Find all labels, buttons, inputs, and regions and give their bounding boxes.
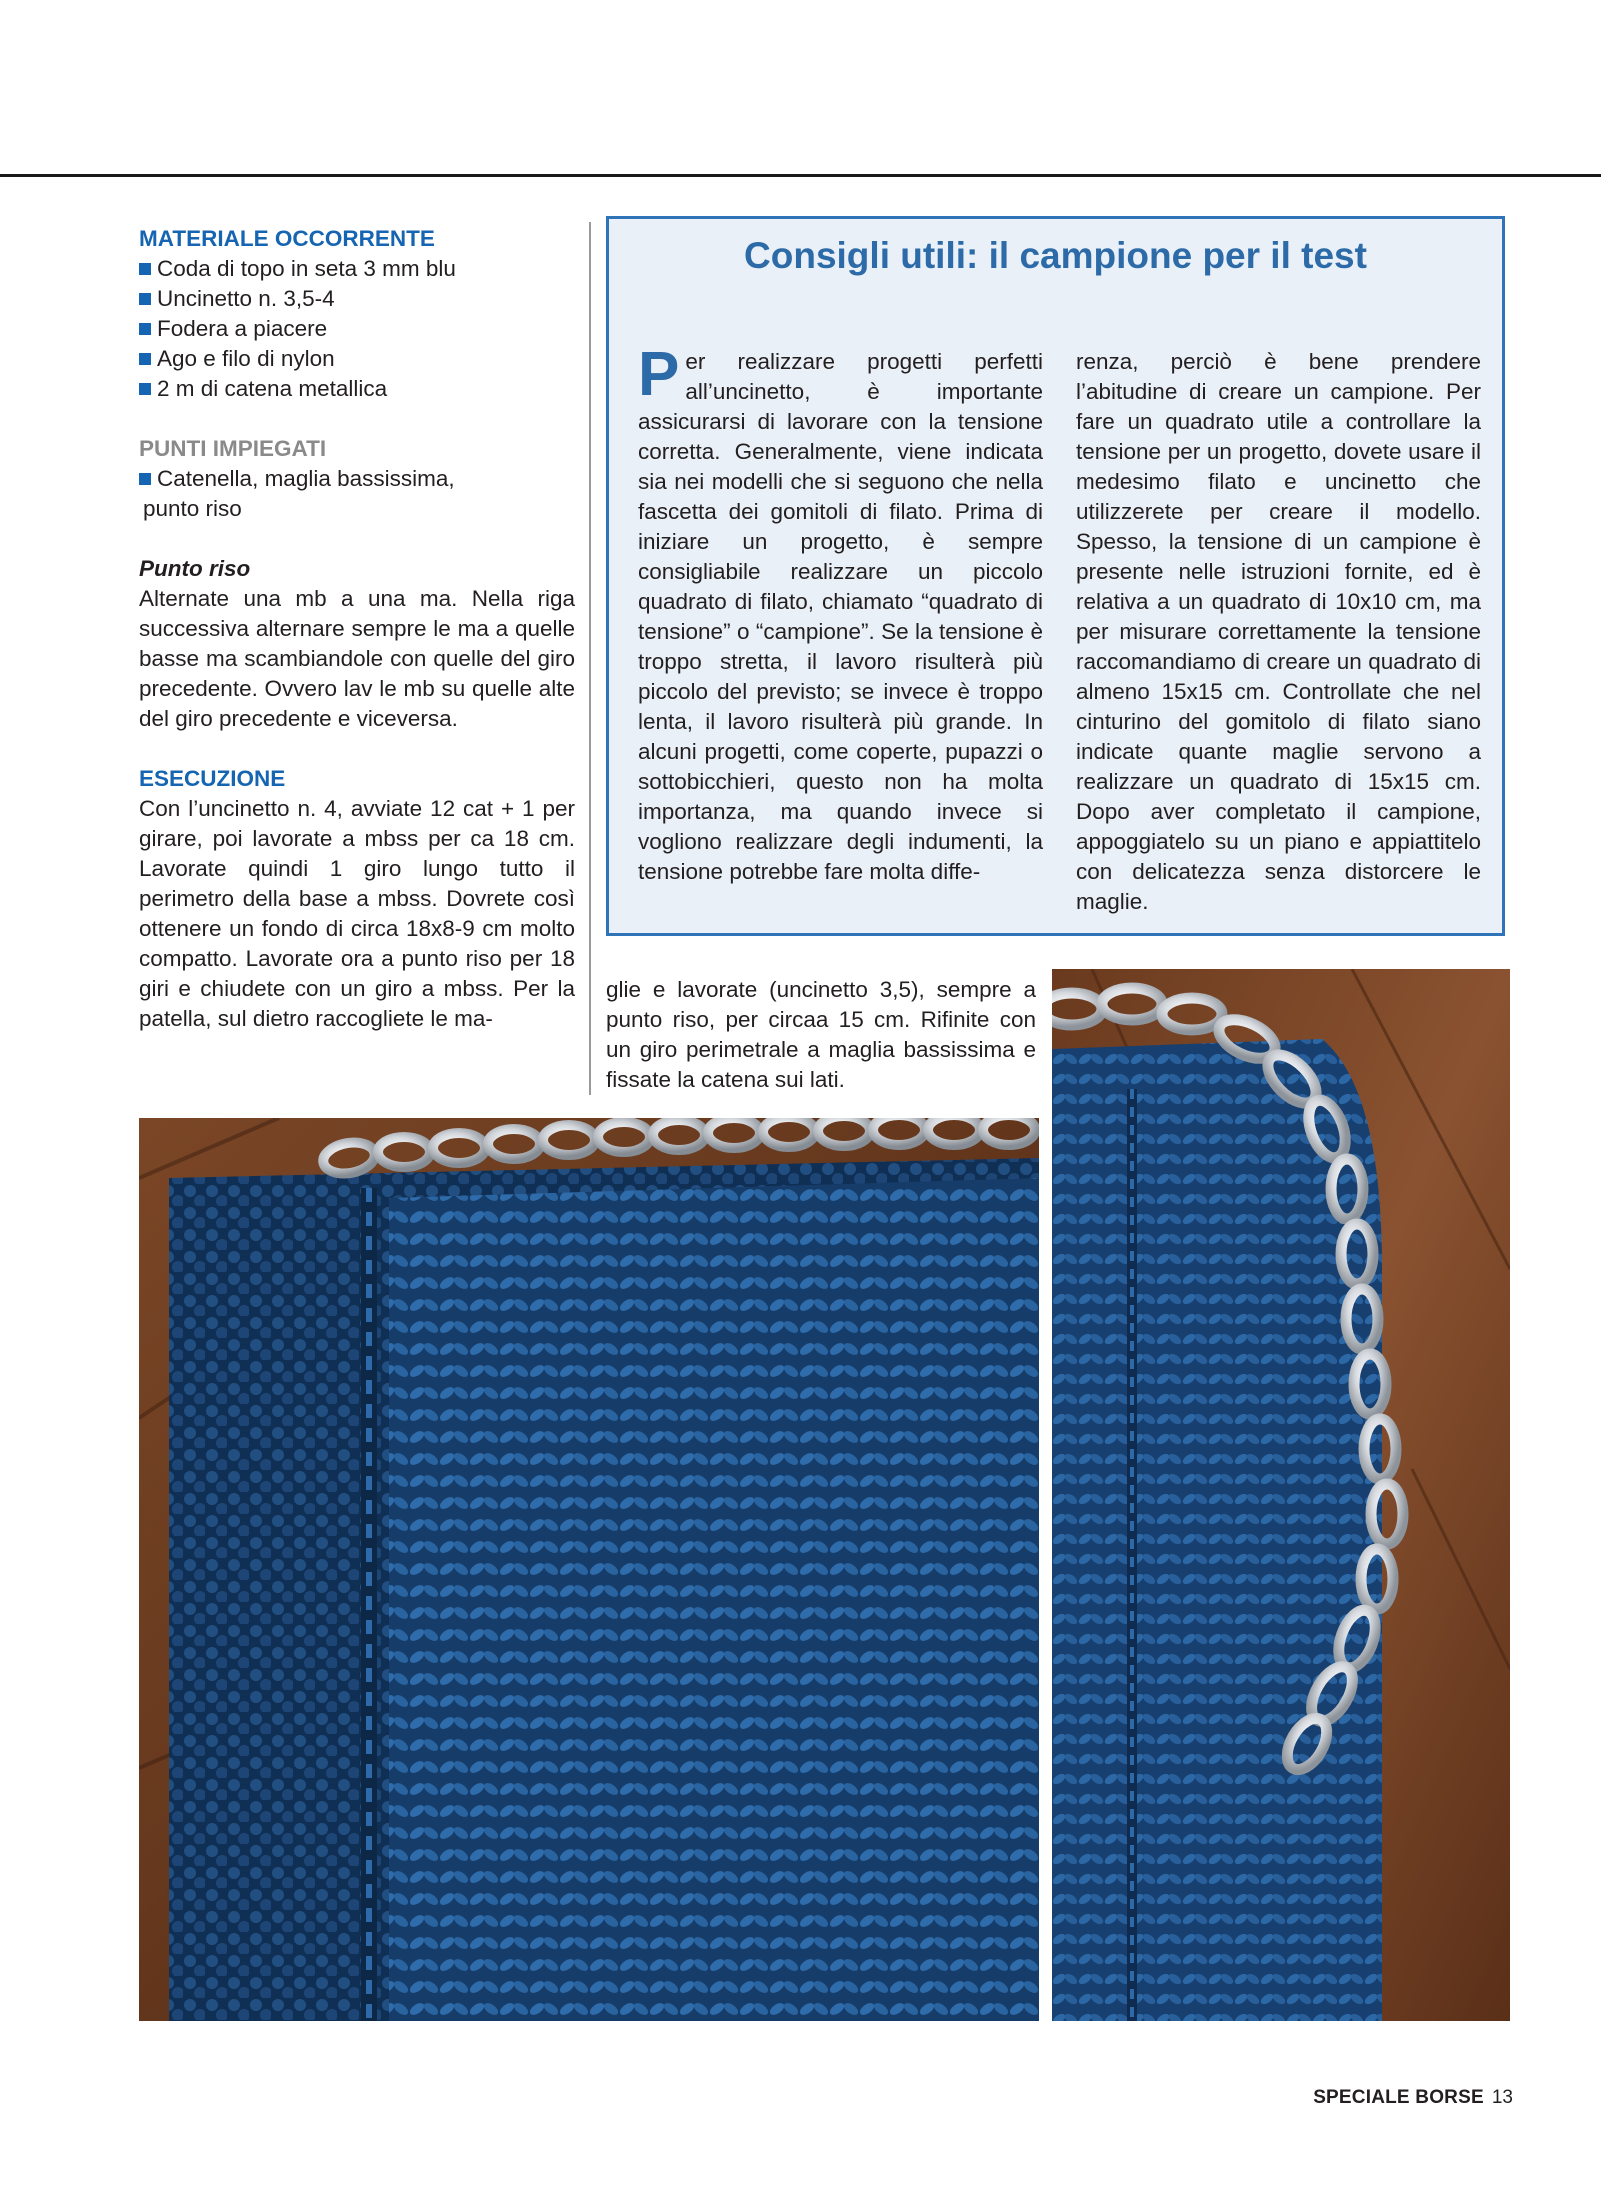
materiale-item: Fodera a piacere [139,314,575,344]
esecuzione-heading: ESECUZIONE [139,766,286,791]
materiale-item: 2 m di catena metallica [139,374,575,404]
bullet-square-icon [139,323,151,335]
left-column [139,224,575,1034]
esecuzione-continued: glie e lavorate (uncinetto 3,5), sempre a punto riso, per circaa 15 cm. Rifinite con un giro perimetrale a maglia bassissima e fissate la catena sui lati. [606,977,1036,1092]
bullet-square-icon [139,263,151,275]
punto-riso-heading: Punto riso [139,556,251,581]
column-divider [589,222,591,1095]
punti-item-cont: punto riso [143,496,242,521]
page-number: 13 [1491,2087,1513,2108]
drop-cap: P [638,340,680,409]
top-rule [0,174,1601,177]
page-footer [1313,2087,1513,2109]
bag-side-photo [1052,969,1510,2021]
materiale-item: Uncinetto n. 3,5-4 [139,284,575,314]
bag-closeup-photo [139,1118,1039,2021]
tips-title: Consigli utili: il campione per il test [744,235,1367,276]
tips-column-2: renza, perciò è bene prendere l’abitudine di creare un campione. Per fare un quadrato utile a controllare la tensione per un progetto, dovete usare il medesimo filato e uncinetto che utilizzerete per creare il modello. Spesso, la tensione di un campione è presente nelle istruzioni fornite, ed è relativa a un quadrato di 10x10 cm, ma per misurare correttamente la tensione raccomandiamo di creare un quadrato di almeno 15x15 cm. Controllate che nel cinturino del gomitolo di filato siano indicate quante maglie servono a realizzare un quadrato di 15x15 cm. Dopo aver completato il campione, appoggiatelo su un piano e appiattitelo con delicatezza senza distorcere le maglie. [1076,349,1481,914]
tips-text-1: er realizzare progetti perfetti all’uncinetto, è importante assicurarsi di lavorare con la tensione corretta. Generalmente, viene indicata sia nei modelli che si seguono che nella fascetta dei gomitoli di filato. Prima di iniziare un progetto, è sempre consigliabile realizzare un piccolo quadrato di filato, chiamato “quadrato di tensione” o “campione”. Se la tensione è troppo stretta, il lavoro risulterà più piccolo del previsto; se invece è troppo lenta, il lavoro risulterà più grande. In alcuni progetti, come coperte, pupazzi o sottobicchieri, questo non ha molta importanza, ma quando invece si vogliono realizzare degli indumenti, la tensione potrebbe fare molta diffe- [638,349,1043,884]
punti-item: Catenella, maglia bassissima, [139,464,575,494]
bullet-square-icon [139,353,151,365]
bullet-square-icon [139,293,151,305]
bullet-square-icon [139,473,151,485]
materiale-item: Coda di topo in seta 3 mm blu [139,254,575,284]
punto-riso-text: Alternate una mb a una ma. Nella riga successiva alternare sempre le ma a quelle basse ma scambiandole con quelle del giro precedente. Ovvero lav le mb su quelle alte del giro precedente e viceversa. [139,586,575,731]
tips-column-1 [638,340,1043,887]
materiale-item: Ago e filo di nylon [139,344,575,374]
esecuzione-text: Con l’uncinetto n. 4, avviate 12 cat + 1 per girare, poi lavorate a mbss per ca 18 cm. Lavorate quindi 1 giro lungo tutto il perimetro della base a mbss. Dovrete così ottenere un fondo di circa 18x8-9 cm molto compatto. Lavorate ora a punto riso per 18 giri e chiudete con un giro a mbss. Per la patella, sul dietro raccogliete le ma- [139,796,575,1031]
bullet-square-icon [139,383,151,395]
materiale-heading: MATERIALE OCCORRENTE [139,226,435,251]
tips-box [606,216,1505,936]
magazine-name: SPECIALE BORSE [1313,2087,1484,2108]
punti-heading: PUNTI IMPIEGATI [139,436,327,461]
